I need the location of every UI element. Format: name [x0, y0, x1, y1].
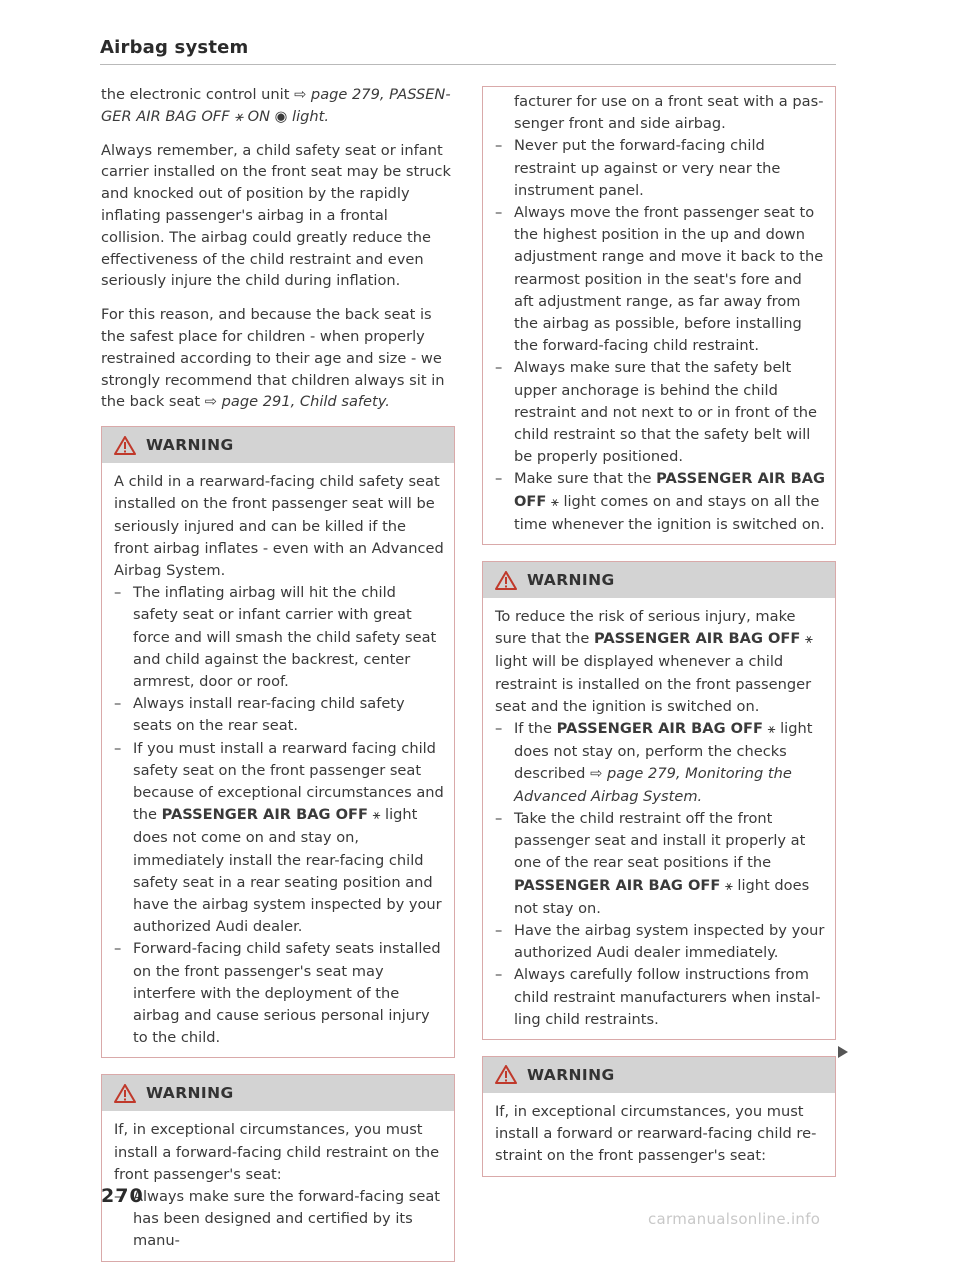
warning-triangle-icon [495, 1065, 517, 1084]
list-item: – Take the child restraint off the front passenger seat and install it properly at one of the rear seat positions if the PASSENGER AIR BAG OFF ⚹ light does not stay on. [495, 808, 825, 920]
section-title: Airbag system [100, 37, 249, 58]
warning-list [495, 718, 825, 1031]
warning-body [483, 1093, 835, 1176]
list-item: – Make sure that the PASSENGER AIR BAG OFF ⚹ light comes on and stays on all the time whenever the ignition is switched on. [495, 468, 825, 536]
warning-intro: To reduce the risk of serious injury, make sure that the PASSENGER AIR BAG OFF ⚹ light will be displayed whenever a child restraint is installed on the front passenger seat and the ignition is switched on. [495, 608, 813, 715]
continue-arrow-icon [838, 1046, 848, 1058]
warning-header [483, 562, 835, 598]
paragraph-1: the electronic control unit ⇨ page 279, PASSENGER AIR BAG OFF ⚹ ON ◉ light. [101, 86, 451, 125]
warning-intro: If, in exceptional circumstances, you must install a forward or rearward-facing child restraint on the front passenger's seat: [495, 1102, 817, 1165]
warning-title: WARNING [146, 436, 234, 455]
warning-body [102, 1111, 454, 1260]
left-column [101, 84, 455, 1262]
warning-title: WARNING [527, 571, 615, 590]
airbag-off-icon: ⚹ [551, 494, 559, 510]
page-reference[interactable]: ⇨ page 279, Monitoring the Advanced Airbag System. [514, 765, 792, 805]
warning-triangle-icon [114, 436, 136, 455]
warning-triangle-icon [114, 1084, 136, 1103]
continued-text: facturer for use on a front seat with a passenger front and side airbag. [514, 93, 824, 133]
airbag-off-icon: ⚹ [767, 722, 776, 738]
warning-header [102, 427, 454, 463]
warning-list [114, 1186, 444, 1253]
warning-header [102, 1075, 454, 1111]
list-item: – If the PASSENGER AIR BAG OFF ⚹ light does not stay on, perform the checks described ⇨ page 279, Monitoring the Advanced Airbag System. [495, 718, 825, 808]
airbag-off-icon: ⚹ [805, 632, 813, 648]
right-column [482, 86, 836, 1177]
warning-box-continued [482, 86, 836, 545]
list-item: – If you must install a rearward facing child safety seat on the front passenger seat because of exceptional circumstances and the PASSENGER AIR BAG OFF ⚹ light does not come on and stay on, immediately install the rear-facing child safety seat in a rear seating position and have the airbag system inspected by your authorized Audi dealer. [114, 738, 444, 939]
list-item: – Never put the forward-facing child restraint up against or very near the instrument panel. [495, 135, 825, 202]
list-item: – Always install rear-facing child safety seats on the rear seat. [114, 693, 444, 737]
watermark: carmanualsonline.info [648, 1210, 821, 1228]
list-item: – The inflating airbag will hit the child safety seat or infant carrier with great force and will smash the child safety seat and child against the backrest, center armrest, door or roof. [114, 582, 444, 693]
airbag-off-icon: ⚹ [372, 808, 381, 824]
warning-box-3 [482, 561, 836, 1040]
page-number: 270 [101, 1185, 144, 1207]
airbag-off-icon: ⚹ [724, 878, 733, 894]
paragraph-2: Always remember, a child safety seat or infant carrier installed on the front seat may be struck and knocked out of position by the rapidly inflating passenger's airbag in a frontal collision. The airbag could greatly reduce the effectiveness of the child restraint and even seriously injure the child during inflation. [101, 141, 451, 290]
warning-header [483, 1057, 835, 1093]
list-item: – Always make sure the forward-facing seat has been designed and certified by its manu- [114, 1186, 444, 1253]
warning-intro: A child in a rearward-facing child safety seat installed on the front passenger seat will be seriously injured and can be killed if the front airbag inflates - even with an Advanced Airbag System. [114, 473, 444, 579]
page-header [100, 36, 836, 65]
warning-list [495, 135, 825, 536]
page-reference[interactable]: ⇨ page 291, Child safety. [204, 393, 390, 411]
warning-body [102, 463, 454, 1057]
warning-box-1 [101, 426, 455, 1058]
warning-title: WARNING [527, 1065, 615, 1084]
list-item: – Have the airbag system inspected by your authorized Audi dealer immediately. [495, 920, 825, 964]
warning-intro: If, in exceptional circumstances, you must install a forward-facing child restraint on the front passenger's seat: [114, 1121, 440, 1183]
list-item: – Forward-facing child safety seats installed on the front passenger's seat may interfere with the deployment of the airbag and cause serious personal injury to the child. [114, 938, 444, 1049]
warning-triangle-icon [495, 571, 517, 590]
warning-body [483, 598, 835, 1039]
list-item: – Always move the front passenger seat to the highest position in the up and down adjustment range and move it back to the rearmost position in the seat's fore and aft adjustment range, as far away from the airbag as possible, before installing the forward-facing child restraint. [495, 202, 825, 357]
warning-list [114, 582, 444, 1049]
warning-title: WARNING [146, 1084, 234, 1103]
paragraph-3: For this reason, and because the back seat is the safest place for children - when properly restrained according to their age and size - we strongly recommend that children always sit in the back seat ⇨ page 291, Child safety. [101, 306, 445, 411]
warning-body [483, 87, 835, 544]
warning-box-4 [482, 1056, 836, 1177]
warning-box-2 [101, 1074, 455, 1261]
list-item: – Always make sure that the safety belt upper anchorage is behind the child restraint and not next to or in front of the child restraint so that the safety belt will be properly positioned. [495, 357, 825, 468]
page-reference[interactable]: ⇨ page 279, PASSENGER AIR BAG OFF ⚹ ON ◉ light. [101, 86, 451, 125]
list-item: – Always carefully follow instructions from child restraint manufacturers when installing child restraints. [495, 964, 825, 1031]
